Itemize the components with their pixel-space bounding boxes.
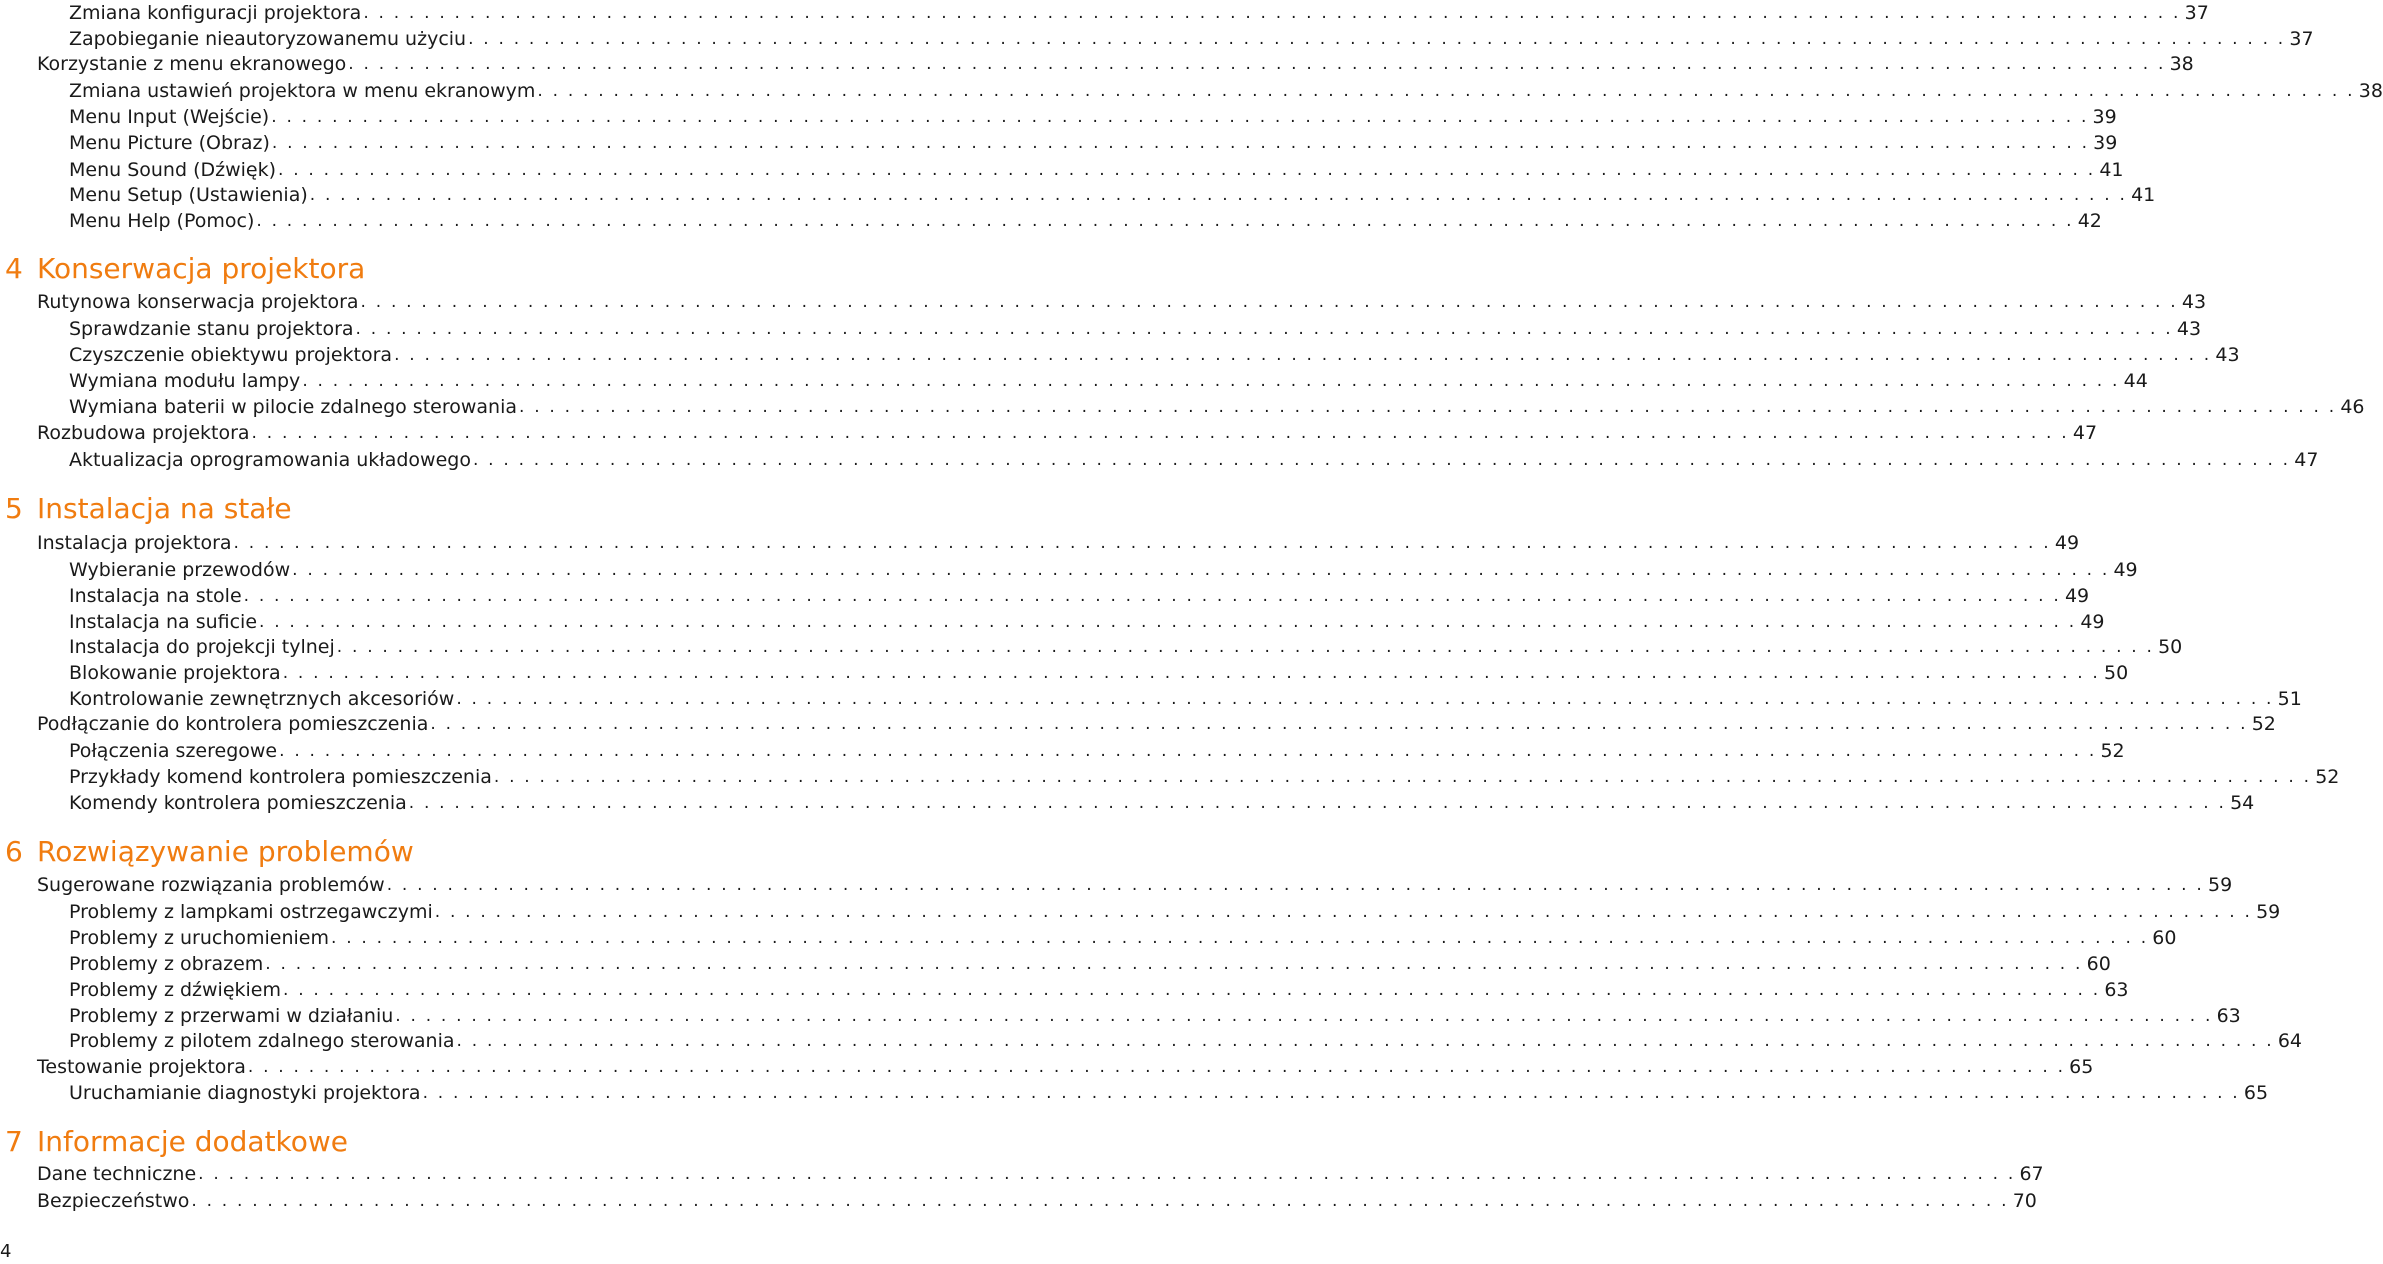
- toc-entry-title: Rozbudowa projektora: [37, 422, 250, 444]
- toc-entry-page: 49: [2054, 532, 2080, 554]
- chapter-number: 7: [5, 1124, 23, 1158]
- dot-leader: . . . . . . . . . . . . . . . . . . . . . . . . . . . . . . . . . . . . . . . . . . . . . . . . . . . . . . . . . . . . . . . . . . . . . . . . . . . . . . . . . . . . . . . . . . . . . . . . . . . . . . . . . . . . . . . . . . . . . . . .: [395, 1006, 2213, 1026]
- toc-entry-title: Komendy kontrolera pomieszczenia: [69, 792, 407, 814]
- toc-entry-title: Wybieranie przewodów: [69, 559, 291, 581]
- dot-leader: . . . . . . . . . . . . . . . . . . . . . . . . . . . . . . . . . . . . . . . . . . . . . . . . . . . . . . . . . . . . . . . . . . . . . . . . . . . . . . . . . . . . . . . . . . . . . . . . . . . . . . . . . . . . . . . . . . . . . . . .: [330, 928, 2149, 948]
- toc-entry-title: Instalacja na suficie: [69, 611, 258, 633]
- dot-leader: . . . . . . . . . . . . . . . . . . . . . . . . . . . . . . . . . . . . . . . . . . . . . . . . . . . . . . . . . . . . . . . . . . . . . . . . . . . . . . . . . . . . . . . . . . . . . . . . . . . . . . . . . . . . . . . . . . . . . . . .: [309, 185, 2128, 205]
- toc-entry-page: 47: [2294, 449, 2319, 471]
- toc-entry-page: 49: [2080, 611, 2105, 633]
- toc-entry[interactable]: [69, 1003, 2241, 1029]
- toc-entry[interactable]: [37, 1054, 2094, 1080]
- toc-entry-title: Blokowanie projektora: [69, 662, 281, 684]
- dot-leader: . . . . . . . . . . . . . . . . . . . . . . . . . . . . . . . . . . . . . . . . . . . . . . . . . . . . . . . . . . . . . . . . . . . . . . . . . . . . . . . . . . . . . . . . . . . . . . . . . . . . . . . . . . . . . . . . . . . . . . . .: [191, 1191, 2009, 1211]
- toc-entry-title: Sprawdzanie stanu projektora: [69, 318, 354, 340]
- toc-entry-page: 41: [2131, 184, 2156, 206]
- toc-entry-title: Problemy z przerwami w działaniu: [69, 1005, 394, 1027]
- toc-entry[interactable]: [69, 26, 2314, 52]
- toc-entry-page: 63: [2216, 1005, 2241, 1027]
- toc-entry-page: 54: [2230, 792, 2255, 814]
- dot-leader: . . . . . . . . . . . . . . . . . . . . . . . . . . . . . . . . . . . . . . . . . . . . . . . . . . . . . . . . . . . . . . . . . . . . . . . . . . . . . . . . . . . . . . . . . . . . . . . . . . . . . . . . . . . . . . . . . . . . . . . .: [537, 81, 2355, 101]
- toc-entry[interactable]: [69, 660, 2129, 686]
- toc-entry-page: 38: [2358, 80, 2383, 102]
- toc-entry-page: 37: [2289, 28, 2314, 50]
- toc-entry-title: Dane techniczne: [37, 1163, 197, 1185]
- toc-entry-title: Wymiana modułu lampy: [69, 370, 301, 392]
- toc-entry-page: 59: [2256, 901, 2281, 923]
- dot-leader: . . . . . . . . . . . . . . . . . . . . . . . . . . . . . . . . . . . . . . . . . . . . . . . . . . . . . . . . . . . . . . . . . . . . . . . . . . . . . . . . . . . . . . . . . . . . . . . . . . . . . . . . . . . . . . . . . . . . . . . .: [430, 714, 2248, 734]
- toc-entry[interactable]: [37, 420, 2098, 446]
- toc-entry-page: 41: [2099, 159, 2124, 181]
- toc-entry-page: 39: [2092, 106, 2117, 128]
- toc-entry-page: 52: [2315, 766, 2340, 788]
- dot-leader: . . . . . . . . . . . . . . . . . . . . . . . . . . . . . . . . . . . . . . . . . . . . . . . . . . . . . . . . . . . . . . . . . . . . . . . . . . . . . . . . . . . . . . . . . . . . . . . . . . . . . . . . . . . . . . . . . . . . . . . .: [278, 160, 2096, 180]
- toc-entry-title: Problemy z pilotem zdalnego sterowania: [69, 1030, 455, 1052]
- dot-leader: . . . . . . . . . . . . . . . . . . . . . . . . . . . . . . . . . . . . . . . . . . . . . . . . . . . . . . . . . . . . . . . . . . . . . . . . . . . . . . . . . . . . . . . . . . . . . . . . . . . . . . . . . . . . . . . . . . . . . . . .: [292, 560, 2110, 580]
- toc-entry-page: 50: [2158, 636, 2183, 658]
- dot-leader: . . . . . . . . . . . . . . . . . . . . . . . . . . . . . . . . . . . . . . . . . . . . . . . . . . . . . . . . . . . . . . . . . . . . . . . . . . . . . . . . . . . . . . . . . . . . . . . . . . . . . . . . . . . . . . . . . . . . . . . .: [336, 637, 2155, 657]
- toc-entry-title: Uruchamianie diagnostyki projektora: [69, 1082, 421, 1104]
- toc-entry-page: 63: [2104, 979, 2129, 1001]
- chapter-number: 6: [5, 834, 23, 868]
- toc-entry-title: Problemy z uruchomieniem: [69, 927, 329, 949]
- dot-leader: . . . . . . . . . . . . . . . . . . . . . . . . . . . . . . . . . . . . . . . . . . . . . . . . . . . . . . . . . . . . . . . . . . . . . . . . . . . . . . . . . . . . . . . . . . . . . . . . . . . . . . . . . . . . . . . . . . . . . . . .: [386, 875, 2204, 895]
- toc-entry-page: 49: [2064, 585, 2090, 607]
- dot-leader: . . . . . . . . . . . . . . . . . . . . . . . . . . . . . . . . . . . . . . . . . . . . . . . . . . . . . . . . . . . . . . . . . . . . . . . . . . . . . . . . . . . . . . . . . . . . . . . . . . . . . . . . . . . . . . . . . . . . . . . .: [355, 319, 2173, 339]
- toc-entry-title: Czyszczenie obiektywu projektora: [69, 344, 393, 366]
- toc-entry-page: 43: [2176, 318, 2202, 340]
- dot-leader: . . . . . . . . . . . . . . . . . . . . . . . . . . . . . . . . . . . . . . . . . . . . . . . . . . . . . . . . . . . . . . . . . . . . . . . . . . . . . . . . . . . . . . . . . . . . . . . . . . . . . . . . . . . . . . . . . . . . . . . .: [348, 54, 2166, 74]
- toc-entry[interactable]: [69, 1028, 2303, 1054]
- toc-entry[interactable]: [69, 157, 2124, 183]
- dot-leader: . . . . . . . . . . . . . . . . . . . . . . . . . . . . . . . . . . . . . . . . . . . . . . . . . . . . . . . . . . . . . . . . . . . . . . . . . . . . . . . . . . . . . . . . . . . . . . . . . . . . . . . . . . . . . . . . . . . . . . . .: [302, 371, 2120, 391]
- toc-entry-title: Menu Input (Wejście): [69, 106, 270, 128]
- chapter-number: 5: [5, 491, 23, 525]
- toc-entry[interactable]: [37, 530, 2080, 556]
- toc-entry-page: 65: [2069, 1056, 2094, 1078]
- toc-entry-page: 44: [2123, 370, 2148, 392]
- chapter-title: Instalacja na stałe: [37, 491, 292, 525]
- toc-entry-page: 39: [2093, 132, 2118, 154]
- chapter-title: Konserwacja projektora: [37, 251, 366, 285]
- dot-leader: . . . . . . . . . . . . . . . . . . . . . . . . . . . . . . . . . . . . . . . . . . . . . . . . . . . . . . . . . . . . . . . . . . . . . . . . . . . . . . . . . . . . . . . . . . . . . . . . . . . . . . . . . . . . . . . . . . . . . . . .: [472, 450, 2291, 470]
- toc-entry-page: 50: [2104, 662, 2129, 684]
- toc-entry[interactable]: [69, 583, 2090, 609]
- toc-entry[interactable]: [37, 711, 2276, 737]
- dot-leader: . . . . . . . . . . . . . . . . . . . . . . . . . . . . . . . . . . . . . . . . . . . . . . . . . . . . . . . . . . . . . . . . . . . . . . . . . . . . . . . . . . . . . . . . . . . . . . . . . . . . . . . . . . . . . . . . . . . . . . . .: [256, 211, 2074, 231]
- toc-entry-page: 37: [2184, 2, 2209, 24]
- toc-entry[interactable]: [69, 1080, 2269, 1106]
- toc-entry-page: 60: [2152, 927, 2177, 949]
- toc-entry-page: 43: [2215, 344, 2240, 366]
- toc-entry[interactable]: [37, 872, 2233, 898]
- toc-entry[interactable]: [37, 289, 2207, 315]
- page-number: 4: [0, 1241, 12, 1262]
- dot-leader: . . . . . . . . . . . . . . . . . . . . . . . . . . . . . . . . . . . . . . . . . . . . . . . . . . . . . . . . . . . . . . . . . . . . . . . . . . . . . . . . . . . . . . . . . . . . . . . . . . . . . . . . . . . . . . . . . . . . . . . .: [259, 612, 2077, 632]
- toc-entry[interactable]: [37, 1161, 2044, 1187]
- toc-entry[interactable]: [69, 557, 2138, 583]
- toc-entry-title: Menu Help (Pomoc): [69, 210, 255, 232]
- toc-entry[interactable]: [69, 951, 2111, 977]
- toc-entry[interactable]: [69, 368, 2148, 394]
- dot-leader: . . . . . . . . . . . . . . . . . . . . . . . . . . . . . . . . . . . . . . . . . . . . . . . . . . . . . . . . . . . . . . . . . . . . . . . . . . . . . . . . . . . . . . . . . . . . . . . . . . . . . . . . . . . . . . . . . . . . . . . .: [243, 586, 2061, 606]
- dot-leader: . . . . . . . . . . . . . . . . . . . . . . . . . . . . . . . . . . . . . . . . . . . . . . . . . . . . . . . . . . . . . . . . . . . . . . . . . . . . . . . . . . . . . . . . . . . . . . . . . . . . . . . . . . . . . . . . . . . . . . . .: [198, 1164, 2016, 1184]
- toc-entry-page: 52: [2251, 713, 2276, 735]
- dot-leader: . . . . . . . . . . . . . . . . . . . . . . . . . . . . . . . . . . . . . . . . . . . . . . . . . . . . . . . . . . . . . . . . . . . . . . . . . . . . . . . . . . . . . . . . . . . . . . . . . . . . . . . . . . . . . . . . . . . . . . . .: [283, 980, 2101, 1000]
- dot-leader: . . . . . . . . . . . . . . . . . . . . . . . . . . . . . . . . . . . . . . . . . . . . . . . . . . . . . . . . . . . . . . . . . . . . . . . . . . . . . . . . . . . . . . . . . . . . . . . . . . . . . . . . . . . . . . . . . . . . . . . .: [456, 1031, 2274, 1051]
- toc-entry-page: 52: [2100, 740, 2125, 762]
- toc-entry-title: Instalacja na stole: [69, 585, 242, 607]
- chapter-heading[interactable]: [5, 1121, 348, 1161]
- chapter-heading[interactable]: [5, 488, 292, 528]
- toc-entry-title: Problemy z obrazem: [69, 953, 264, 975]
- toc-entry[interactable]: [69, 208, 2102, 234]
- toc-entry-title: Rutynowa konserwacja projektora: [37, 291, 359, 313]
- toc-entry[interactable]: [69, 342, 2240, 368]
- dot-leader: . . . . . . . . . . . . . . . . . . . . . . . . . . . . . . . . . . . . . . . . . . . . . . . . . . . . . . . . . . . . . . . . . . . . . . . . . . . . . . . . . . . . . . . . . . . . . . . . . . . . . . . . . . . . . . . . . . . . . . . .: [422, 1083, 2240, 1103]
- toc-entry[interactable]: [69, 609, 2105, 635]
- dot-leader: . . . . . . . . . . . . . . . . . . . . . . . . . . . . . . . . . . . . . . . . . . . . . . . . . . . . . . . . . . . . . . . . . . . . . . . . . . . . . . . . . . . . . . . . . . . . . . . . . . . . . . . . . . . . . . . . . . . . . . . .: [271, 107, 2089, 127]
- toc-entry-title: Zmiana ustawień projektora w menu ekranowym: [69, 80, 536, 102]
- toc-entry[interactable]: [69, 78, 2383, 104]
- toc-entry-title: Instalacja projektora: [37, 532, 232, 554]
- toc-entry-page: 51: [2277, 688, 2302, 710]
- toc-entry-page: 43: [2181, 291, 2207, 313]
- chapter-title: Informacje dodatkowe: [37, 1124, 349, 1158]
- toc-entry[interactable]: [69, 925, 2177, 951]
- toc-entry-page: 65: [2243, 1082, 2269, 1104]
- dot-leader: . . . . . . . . . . . . . . . . . . . . . . . . . . . . . . . . . . . . . . . . . . . . . . . . . . . . . . . . . . . . . . . . . . . . . . . . . . . . . . . . . . . . . . . . . . . . . . . . . . . . . . . . . . . . . . . . . . . . . . . .: [456, 689, 2274, 709]
- toc-entry[interactable]: [69, 130, 2118, 156]
- toc-entry-title: Przykłady komend kontrolera pomieszczenia: [69, 766, 492, 788]
- toc-entry[interactable]: [69, 790, 2255, 816]
- toc-entry-title: Menu Sound (Dźwięk): [69, 159, 277, 181]
- toc-entry-page: 60: [2086, 953, 2111, 975]
- chapter-title: Rozwiązywanie problemów: [37, 834, 414, 868]
- dot-leader: . . . . . . . . . . . . . . . . . . . . . . . . . . . . . . . . . . . . . . . . . . . . . . . . . . . . . . . . . . . . . . . . . . . . . . . . . . . . . . . . . . . . . . . . . . . . . . . . . . . . . . . . . . . . . . . . . . . . . . . .: [408, 793, 2227, 813]
- toc-entry[interactable]: [69, 447, 2319, 473]
- dot-leader: . . . . . . . . . . . . . . . . . . . . . . . . . . . . . . . . . . . . . . . . . . . . . . . . . . . . . . . . . . . . . . . . . . . . . . . . . . . . . . . . . . . . . . . . . . . . . . . . . . . . . . . . . . . . . . . . . . . . . . . .: [519, 397, 2337, 417]
- toc-entry-title: Problemy z lampkami ostrzegawczymi: [69, 901, 433, 923]
- dot-leader: . . . . . . . . . . . . . . . . . . . . . . . . . . . . . . . . . . . . . . . . . . . . . . . . . . . . . . . . . . . . . . . . . . . . . . . . . . . . . . . . . . . . . . . . . . . . . . . . . . . . . . . . . . . . . . . . . . . . . . . .: [279, 741, 2097, 761]
- toc-entry-title: Zmiana konfiguracji projektora: [69, 2, 362, 24]
- toc-entry-title: Zapobieganie nieautoryzowanemu użyciu: [69, 28, 467, 50]
- toc-entry-page: 64: [2277, 1030, 2303, 1052]
- toc-entry[interactable]: [69, 738, 2125, 764]
- dot-leader: . . . . . . . . . . . . . . . . . . . . . . . . . . . . . . . . . . . . . . . . . . . . . . . . . . . . . . . . . . . . . . . . . . . . . . . . . . . . . . . . . . . . . . . . . . . . . . . . . . . . . . . . . . . . . . . . . . . . . . . .: [251, 423, 2069, 443]
- toc-entry[interactable]: [69, 0, 2209, 26]
- toc-entry[interactable]: [69, 104, 2117, 130]
- toc-entry[interactable]: [69, 899, 2281, 925]
- toc-entry-title: Instalacja do projekcji tylnej: [69, 636, 335, 658]
- toc-entry[interactable]: [69, 182, 2156, 208]
- dot-leader: . . . . . . . . . . . . . . . . . . . . . . . . . . . . . . . . . . . . . . . . . . . . . . . . . . . . . . . . . . . . . . . . . . . . . . . . . . . . . . . . . . . . . . . . . . . . . . . . . . . . . . . . . . . . . . . . . . . . . . . .: [468, 29, 2286, 49]
- toc-entry-page: 59: [2208, 874, 2233, 896]
- dot-leader: . . . . . . . . . . . . . . . . . . . . . . . . . . . . . . . . . . . . . . . . . . . . . . . . . . . . . . . . . . . . . . . . . . . . . . . . . . . . . . . . . . . . . . . . . . . . . . . . . . . . . . . . . . . . . . . . . . . . . . . .: [265, 954, 2083, 974]
- dot-leader: . . . . . . . . . . . . . . . . . . . . . . . . . . . . . . . . . . . . . . . . . . . . . . . . . . . . . . . . . . . . . . . . . . . . . . . . . . . . . . . . . . . . . . . . . . . . . . . . . . . . . . . . . . . . . . . . . . . . . . . .: [282, 663, 2101, 683]
- toc-entry-title: Sugerowane rozwiązania problemów: [37, 874, 385, 896]
- dot-leader: . . . . . . . . . . . . . . . . . . . . . . . . . . . . . . . . . . . . . . . . . . . . . . . . . . . . . . . . . . . . . . . . . . . . . . . . . . . . . . . . . . . . . . . . . . . . . . . . . . . . . . . . . . . . . . . . . . . . . . . .: [233, 533, 2051, 553]
- chapter-heading[interactable]: [5, 831, 414, 871]
- dot-leader: . . . . . . . . . . . . . . . . . . . . . . . . . . . . . . . . . . . . . . . . . . . . . . . . . . . . . . . . . . . . . . . . . . . . . . . . . . . . . . . . . . . . . . . . . . . . . . . . . . . . . . . . . . . . . . . . . . . . . . . .: [493, 767, 2312, 787]
- toc-entry-page: 70: [2012, 1190, 2037, 1212]
- dot-leader: . . . . . . . . . . . . . . . . . . . . . . . . . . . . . . . . . . . . . . . . . . . . . . . . . . . . . . . . . . . . . . . . . . . . . . . . . . . . . . . . . . . . . . . . . . . . . . . . . . . . . . . . . . . . . . . . . . . . . . . .: [394, 345, 2212, 365]
- chapter-number: 4: [5, 251, 23, 285]
- toc-entry-page: 49: [2113, 559, 2138, 581]
- dot-leader: . . . . . . . . . . . . . . . . . . . . . . . . . . . . . . . . . . . . . . . . . . . . . . . . . . . . . . . . . . . . . . . . . . . . . . . . . . . . . . . . . . . . . . . . . . . . . . . . . . . . . . . . . . . . . . . . . . . . . . . .: [271, 133, 2090, 153]
- toc-entry-title: Korzystanie z menu ekranowego: [37, 53, 347, 75]
- toc-entry-title: Testowanie projektora: [37, 1056, 246, 1078]
- toc-entry[interactable]: [37, 51, 2194, 77]
- toc-entry[interactable]: [69, 316, 2202, 342]
- toc-entry-page: 38: [2169, 53, 2194, 75]
- chapter-heading[interactable]: [5, 248, 365, 288]
- toc-entry-title: Menu Picture (Obraz): [69, 132, 270, 154]
- toc-entry-title: Aktualizacja oprogramowania układowego: [69, 449, 471, 471]
- toc-entry-page: 46: [2340, 396, 2365, 418]
- toc-entry[interactable]: [69, 634, 2183, 660]
- toc-entry-title: Kontrolowanie zewnętrznych akcesoriów: [69, 688, 455, 710]
- dot-leader: . . . . . . . . . . . . . . . . . . . . . . . . . . . . . . . . . . . . . . . . . . . . . . . . . . . . . . . . . . . . . . . . . . . . . . . . . . . . . . . . . . . . . . . . . . . . . . . . . . . . . . . . . . . . . . . . . . . . . . . .: [360, 292, 2178, 312]
- toc-entry-title: Problemy z dźwiękiem: [69, 979, 281, 1001]
- toc-entry-title: Wymiana baterii w pilocie zdalnego sterowania: [69, 396, 517, 418]
- toc-entry-page: 47: [2072, 422, 2098, 444]
- toc-entry-title: Bezpieczeństwo: [37, 1190, 190, 1212]
- toc-entry[interactable]: [37, 1188, 2037, 1214]
- dot-leader: . . . . . . . . . . . . . . . . . . . . . . . . . . . . . . . . . . . . . . . . . . . . . . . . . . . . . . . . . . . . . . . . . . . . . . . . . . . . . . . . . . . . . . . . . . . . . . . . . . . . . . . . . . . . . . . . . . . . . . . .: [247, 1057, 2066, 1077]
- toc-entry-title: Połączenia szeregowe: [69, 740, 278, 762]
- toc-entry[interactable]: [69, 764, 2340, 790]
- toc-entry-title: Menu Setup (Ustawienia): [69, 184, 308, 206]
- dot-leader: . . . . . . . . . . . . . . . . . . . . . . . . . . . . . . . . . . . . . . . . . . . . . . . . . . . . . . . . . . . . . . . . . . . . . . . . . . . . . . . . . . . . . . . . . . . . . . . . . . . . . . . . . . . . . . . . . . . . . . . .: [363, 3, 2181, 23]
- toc-entry-page: 42: [2077, 210, 2102, 232]
- toc-entry[interactable]: [69, 686, 2302, 712]
- toc-entry[interactable]: [69, 977, 2129, 1003]
- toc-entry[interactable]: [69, 394, 2365, 420]
- dot-leader: . . . . . . . . . . . . . . . . . . . . . . . . . . . . . . . . . . . . . . . . . . . . . . . . . . . . . . . . . . . . . . . . . . . . . . . . . . . . . . . . . . . . . . . . . . . . . . . . . . . . . . . . . . . . . . . . . . . . . . . .: [434, 902, 2253, 922]
- toc-entry-page: 67: [2019, 1163, 2044, 1185]
- toc-entry-title: Podłączanie do kontrolera pomieszczenia: [37, 713, 429, 735]
